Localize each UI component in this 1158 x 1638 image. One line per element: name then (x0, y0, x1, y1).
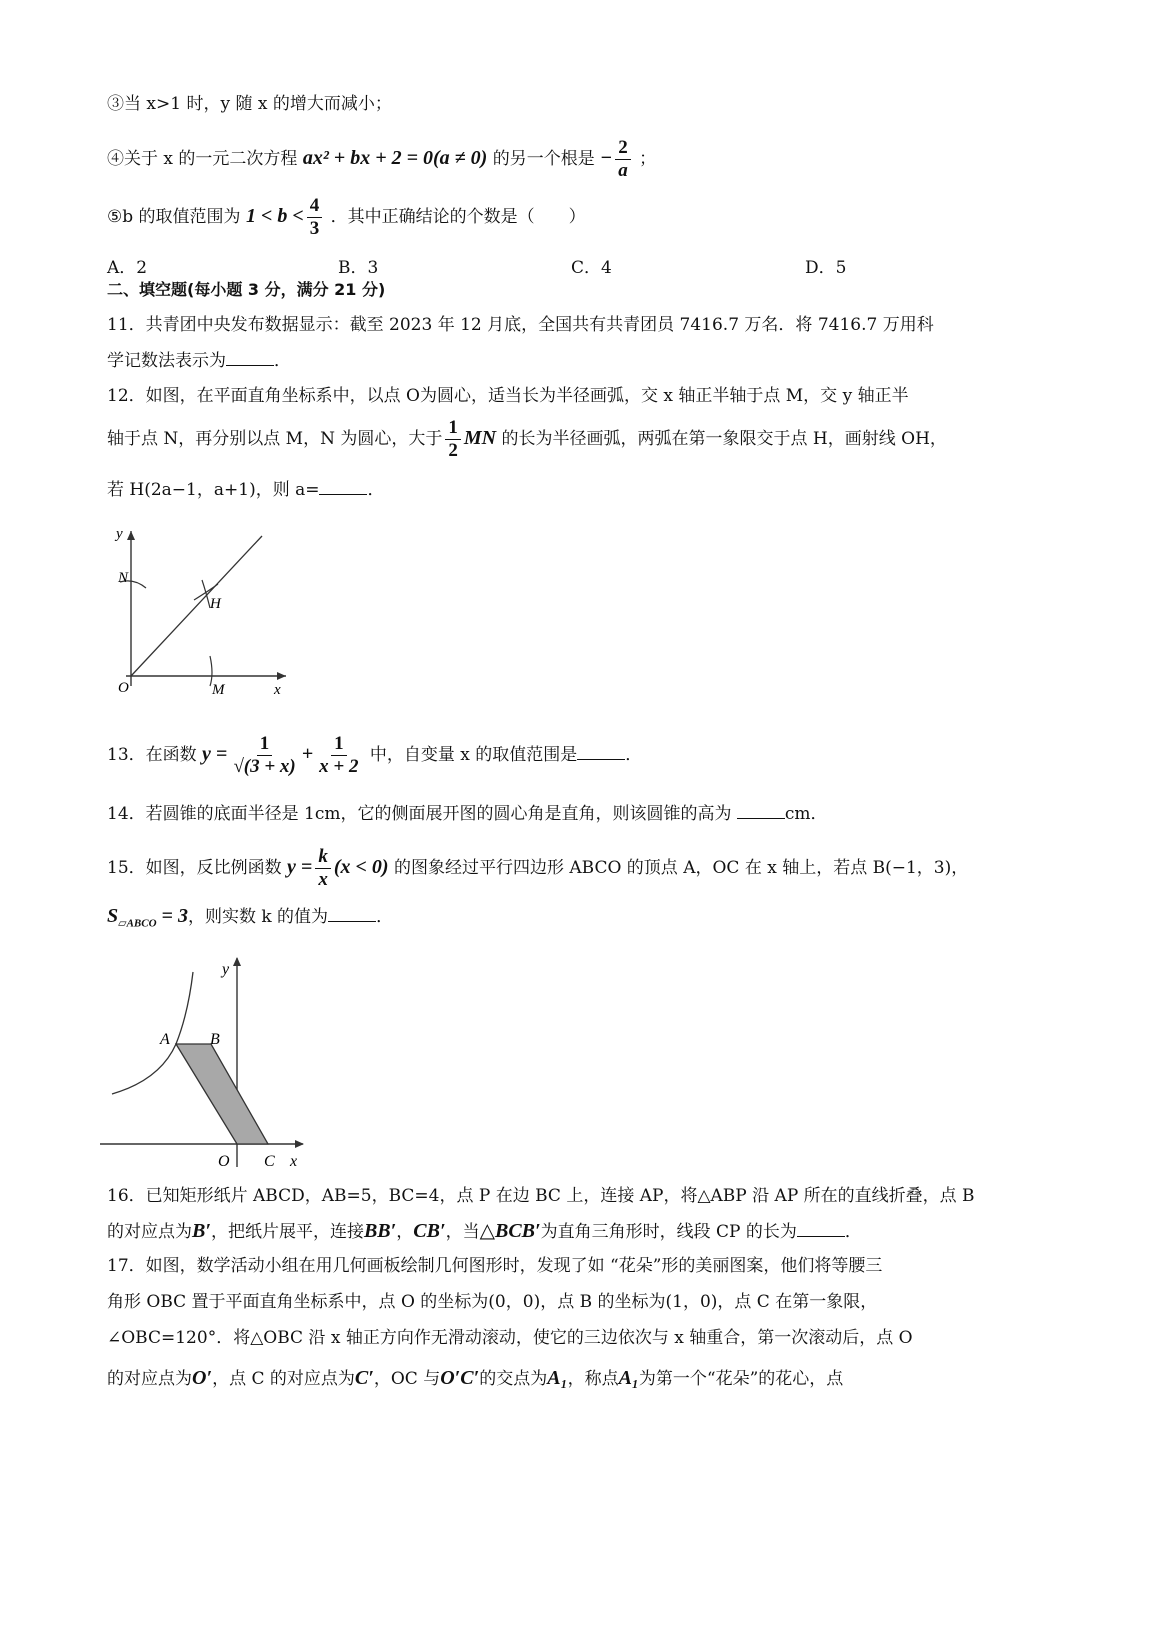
q10-item4-end: ； (639, 149, 657, 169)
q11-line1: 11．共青团中央发布数据显示：截至 2023 年 12 月底，全国共有共青团员 7416.7 万名．将 7416.7 万用科 (107, 315, 934, 335)
parallelogram-abco (176, 1044, 268, 1144)
q17-c-prime: C′ (354, 1367, 374, 1389)
q10-item5-fraction (307, 195, 323, 240)
q17-text-a: 的对应点为 (107, 1369, 192, 1389)
frac-den: x (318, 869, 328, 890)
q10-item4-prefix: ④关于 x 的一元二次方程 (107, 149, 298, 169)
q10-item5-end: ．其中正确结论的个数是（ ） (330, 207, 586, 227)
q17-text-d: 的交点为 (479, 1369, 548, 1389)
q17-a1-b: A₁ (618, 1367, 639, 1389)
section-heading: 二、填空题(每小题 3 分，满分 21 分) (107, 280, 386, 299)
label-y: y (116, 526, 123, 542)
q16-text-c: ，当 (445, 1222, 480, 1242)
q10-item5-ineq: 1 < b < (245, 205, 304, 227)
q16-line1: 16．已知矩形纸片 ABCD，AB=5，BC=4，点 P 在边 BC 上，连接 AP，将△ABP 沿 AP 所在的直线折叠，点 B (107, 1186, 975, 1206)
frac-den: 3 (309, 218, 320, 239)
q15-area-sub: ▱ABCO (118, 917, 157, 930)
q17-o-prime: O′ (192, 1367, 213, 1389)
q12-line2-end: 的长为半径画弧，两弧在第一象限交于点 H，画射线 OH， (501, 429, 947, 449)
label-y: y (222, 961, 230, 978)
q16-cb-prime: CB′ (413, 1220, 446, 1242)
label-x: x (274, 682, 281, 696)
label-n: N (118, 570, 129, 586)
q12-line2 (107, 417, 947, 462)
q15-line1 (107, 846, 968, 891)
q16-bb-prime: BB′ (363, 1220, 397, 1242)
ray-oh (131, 536, 262, 676)
q15-line2-mid: ，则实数 k 的值为 (187, 907, 329, 927)
q10-item3: ③当 x>1 时，y 随 x 的增大而减小； (107, 94, 392, 114)
q17-line1: 17．如图，数学活动小组在用几何画板绘制几何图形时，发现了如 “花朵”形的美丽图案，他们将等腰三 (107, 1256, 883, 1276)
frac-den: 2 (448, 440, 458, 461)
q15-line2 (107, 903, 393, 935)
q13-fraction1 (230, 733, 298, 778)
q15-cond: (x < 0) (333, 856, 389, 878)
frac-den: a (618, 160, 628, 181)
q10-item4 (107, 137, 656, 182)
q15-line1-end: 的图象经过平行四边形 ABCO 的顶点 A，OC 在 x 轴上，若点 B(−1，3)， (393, 858, 969, 878)
label-h: H (210, 596, 221, 612)
answer-blank[interactable] (319, 476, 367, 495)
q16-text-d: 为直角三角形时，线段 CP 的长为 (540, 1222, 797, 1242)
q15-area-symbol: S (107, 905, 119, 927)
q15-line2-end: ． (376, 907, 394, 927)
q10-item4-fraction (615, 137, 631, 182)
hyperbola-curve (112, 972, 193, 1094)
option-b: B．3 (338, 258, 379, 278)
q16-triangle: △BCB′ (479, 1220, 541, 1242)
q10-item5-prefix: ⑤b 的取值范围为 (107, 207, 241, 227)
label-o: O (118, 680, 129, 696)
q12-fraction (445, 417, 461, 462)
q17-line4 (107, 1366, 843, 1391)
answer-blank[interactable] (797, 1218, 845, 1237)
q16-text-b: ，把纸片展平，连接 (210, 1222, 364, 1242)
frac-num: 1 (331, 733, 347, 756)
y-axis-arrow (233, 957, 241, 966)
q12-line1: 12．如图，在平面直角坐标系中，以点 O为圆心，适当长为半径画弧，交 x 轴正半轴于点 M，交 y 轴正半 (107, 386, 909, 406)
q12-line2-prefix: 轴于点 N，再分别以点 M，N 为圆心，大于 (107, 429, 443, 449)
q17-text-e: ，称点 (567, 1369, 619, 1389)
q17-oc-prime: O′C′ (440, 1367, 480, 1389)
frac-num: 2 (615, 137, 631, 160)
q13-prefix: 13．在函数 (107, 745, 197, 765)
q16-text-a: 的对应点为 (107, 1222, 192, 1242)
q16-comma: ， (396, 1222, 414, 1242)
q13-line (107, 733, 642, 778)
q12-line3 (107, 476, 384, 502)
option-c: C．4 (571, 258, 612, 278)
label-x: x (290, 1153, 298, 1170)
q16-b-prime: B′ (192, 1220, 211, 1242)
q14-prefix: 14．若圆锥的底面半径是 1cm，它的侧面展开图的圆心角是直角，则该圆锥的高为 (107, 804, 732, 824)
frac-den: √(3 + x) (233, 756, 296, 777)
q15-area-eq: = 3 (156, 905, 188, 927)
frac-num: 1 (257, 733, 273, 756)
frac-num: 1 (445, 417, 461, 440)
q10-item4-mid: 的另一个根是 (492, 149, 595, 169)
label-b: B (210, 1031, 220, 1048)
q10-item4-neg: − (600, 147, 613, 169)
q14-end: cm． (784, 804, 828, 824)
q12-line3-end: ． (367, 480, 385, 500)
q13-y-eq: y = (202, 743, 228, 765)
q11-line2 (107, 347, 291, 373)
answer-blank[interactable] (328, 903, 376, 922)
q17-text-c: ，OC 与 (373, 1369, 441, 1389)
q13-fraction2 (316, 733, 361, 778)
q13-end: ． (625, 745, 643, 765)
frac-num: 4 (307, 195, 323, 218)
q12-line3-prefix: 若 H(2a−1，a+1)，则 a= (107, 480, 320, 500)
q16-line2 (107, 1218, 862, 1244)
option-d: D．5 (805, 258, 847, 278)
q11-line2-end: ． (274, 351, 291, 371)
q12-figure (106, 516, 296, 696)
q14-line (107, 800, 828, 826)
q15-fraction (315, 846, 331, 891)
q15-figure (100, 952, 320, 1174)
answer-blank[interactable] (226, 347, 274, 366)
q15-prefix: 15．如图，反比例函数 (107, 858, 282, 878)
q10-item5 (107, 195, 586, 240)
q17-text-b: ，点 C 的对应点为 (212, 1369, 355, 1389)
q13-mid: 中，自变量 x 的取值范围是 (369, 745, 578, 765)
q17-line2: 角形 OBC 置于平面直角坐标系中，点 O 的坐标为(0，0)，点 B 的坐标为(1，0)，点 C 在第一象限， (107, 1292, 878, 1312)
x-axis-arrow (295, 1140, 304, 1148)
label-a: A (160, 1031, 170, 1048)
q17-text-f: 为第一个“花朵”的花心，点 (638, 1369, 844, 1389)
label-m: M (212, 682, 225, 696)
answer-blank[interactable] (737, 800, 785, 819)
q13-plus: + (301, 743, 314, 765)
answer-blank[interactable] (577, 741, 625, 760)
q11-line2-prefix: 学记数法表示为 (107, 351, 226, 371)
q17-a1: A₁ (547, 1367, 568, 1389)
y-axis-arrow (127, 531, 135, 540)
q15-y-eq: y = (287, 856, 313, 878)
label-o: O (218, 1153, 230, 1170)
x-axis-arrow (277, 672, 286, 680)
q16-text-end: ． (844, 1222, 862, 1242)
q10-item4-equation: ax² + bx + 2 = 0(a ≠ 0) (302, 147, 488, 169)
q17-line3: ∠OBC=120°．将△OBC 沿 x 轴正方向作无滑动滚动，使它的三边依次与 x 轴重合，第一次滚动后，点 O (107, 1328, 913, 1348)
frac-num: k (315, 846, 331, 869)
q12-mn: MN (463, 427, 497, 449)
frac-den: x + 2 (319, 756, 359, 777)
option-a: A．2 (107, 258, 148, 278)
label-c: C (264, 1153, 275, 1170)
